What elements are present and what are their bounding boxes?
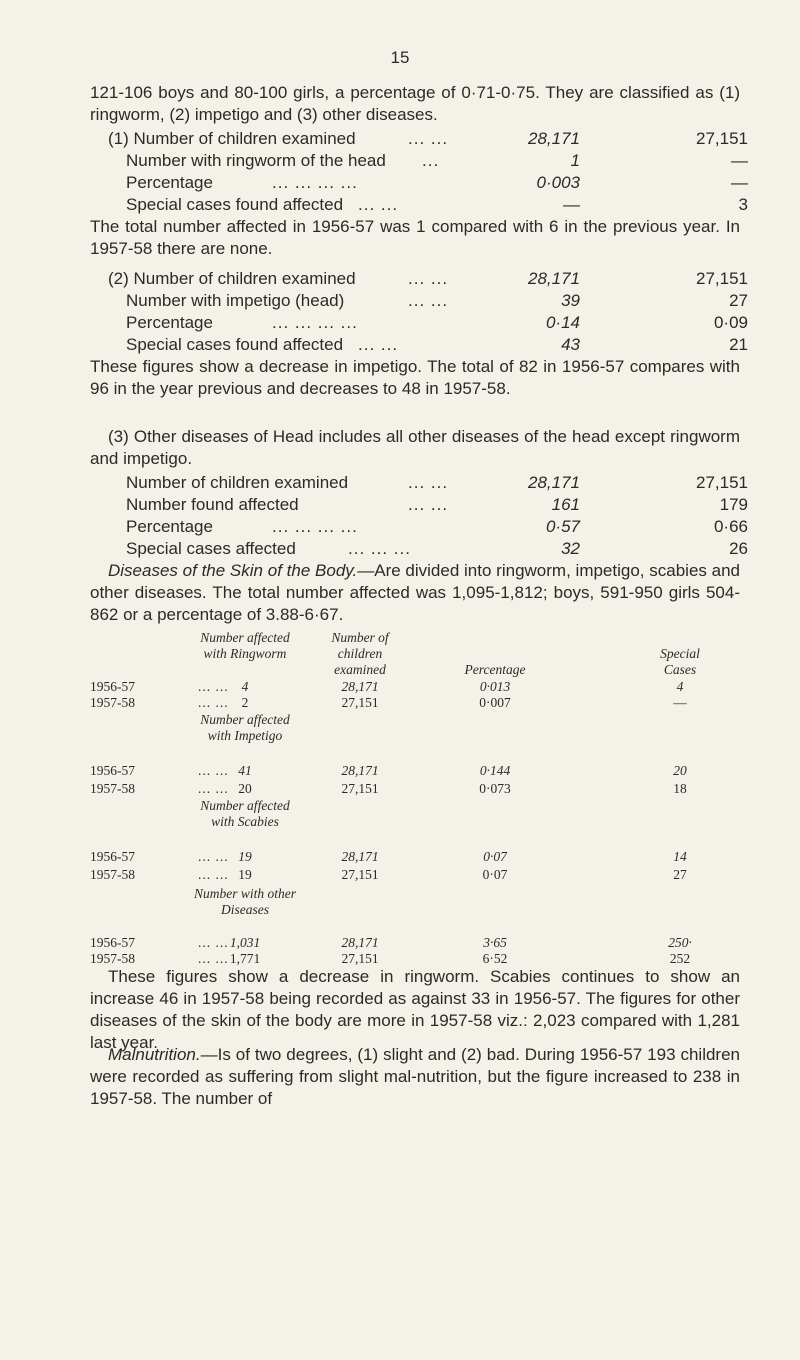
- header-other-diseases: Number with other Diseases: [193, 886, 296, 917]
- stat-row: [126, 494, 748, 516]
- affected-cell: 20: [238, 781, 252, 796]
- leader-dots: ... ...: [198, 935, 229, 950]
- section-heading: Malnutrition.: [108, 1045, 201, 1064]
- stat-label: Number with impetigo (head): [126, 291, 345, 310]
- skin-diseases-paragraph: [90, 560, 740, 626]
- table-row: [90, 780, 750, 797]
- examined-cell: 27,151: [341, 867, 379, 882]
- year-cell: 1956-57: [90, 935, 135, 950]
- stat-row: [126, 516, 748, 538]
- value-1957-58: 0·66: [713, 517, 748, 536]
- leader-dots: ... ...: [198, 695, 229, 710]
- leader-dots: ... ... ... ...: [272, 173, 358, 192]
- special-cell: 252: [669, 951, 691, 966]
- section-text: —Is of two degrees, (1) slight and (2) bad. During 1956-57 193 children were recorded as suffering from slight mal-nutrition, but the figure increased to 238 in 1957-58. The number of: [90, 1045, 740, 1108]
- affected-cell: 4: [241, 679, 249, 694]
- leader-dots: ... ...: [408, 495, 449, 514]
- year-cell: 1956-57: [90, 679, 135, 694]
- stat-row: [126, 472, 748, 494]
- value-1956-57: 39: [561, 291, 580, 310]
- stat-label: (2) Number of children examined: [108, 269, 356, 288]
- value-1956-57: 43: [561, 335, 580, 354]
- leader-dots: ... ...: [198, 867, 229, 882]
- ringworm-summary-paragraph: The total number affected in 1956-57 was 1 compared with 6 in the previous year. In 1957-58 there are none.: [90, 217, 740, 258]
- affected-cell: 1,031: [229, 935, 261, 950]
- stat-row: [126, 312, 748, 334]
- section-text: —Are divided into ringworm, impetigo, scabies and other diseases. The total number affected was 1,095-1,812; boys, 591-950 girls 504-862 or a percentage of 3.88-6·67.: [90, 561, 740, 624]
- header-special: Special Cases: [660, 646, 700, 677]
- stat-label: Percentage: [126, 173, 213, 192]
- special-cell: —: [673, 695, 687, 710]
- examined-cell: 27,151: [341, 781, 379, 796]
- percentage-cell: 3·65: [483, 935, 507, 950]
- value-1956-57: 1: [570, 151, 580, 170]
- special-cell: 14: [673, 849, 687, 864]
- value-1956-57: 0·14: [545, 313, 580, 332]
- leader-dots: ... ...: [198, 951, 229, 966]
- value-1956-57: 32: [561, 539, 580, 558]
- special-cell: 27: [673, 867, 687, 882]
- examined-cell: 28,171: [341, 679, 379, 694]
- special-cell: 250·: [668, 935, 692, 950]
- leader-dots: ... ...: [198, 679, 229, 694]
- leader-dots: ... ...: [408, 473, 449, 492]
- stat-label: Percentage: [126, 517, 213, 536]
- header-impetigo: Number affected with Impetigo: [200, 712, 290, 743]
- examined-cell: 28,171: [341, 763, 379, 778]
- leader-dots: ... ...: [198, 781, 229, 796]
- header-ringworm: Number affected with Ringworm: [200, 630, 290, 661]
- table-row: [90, 848, 750, 865]
- year-cell: 1956-57: [90, 763, 135, 778]
- stat-row: [126, 172, 748, 194]
- year-cell: 1957-58: [90, 867, 135, 882]
- leader-dots: ... ...: [358, 335, 399, 354]
- percentage-cell: 0·007: [479, 695, 511, 710]
- percentage-cell: 0·07: [482, 867, 508, 882]
- examined-cell: 28,171: [341, 935, 379, 950]
- table-row: [90, 950, 750, 967]
- leader-dots: ... ...: [408, 129, 449, 148]
- examined-cell: 27,151: [341, 695, 379, 710]
- value-1956-57: 28,171: [528, 473, 580, 492]
- value-1957-58: 26: [729, 539, 748, 558]
- special-cell: 20: [673, 763, 687, 778]
- leader-dots: ... ...: [408, 269, 449, 288]
- affected-cell: 2: [241, 695, 249, 710]
- conclusion-paragraph: These figures show a decrease in ringworm. Scabies continues to show an increase 46 in 1957-58 being recorded as against 33 in 1956-57. The figures for other diseases of the skin of the body are more in 1957-58 viz.: 2,023 compared with 1,281 last year.: [90, 967, 740, 1052]
- value-1957-58: 179: [719, 495, 748, 514]
- value-1957-58: 27,151: [696, 129, 748, 148]
- value-1956-57: —: [563, 195, 580, 214]
- stat-label: Special cases found affected: [126, 335, 344, 354]
- special-cell: 18: [673, 781, 687, 796]
- stat-row: [108, 128, 748, 150]
- stat-row: [126, 538, 748, 560]
- value-1957-58: 27,151: [696, 473, 748, 492]
- leader-dots: ... ... ...: [348, 539, 411, 558]
- value-1956-57: 0·003: [536, 173, 580, 192]
- value-1957-58: 27: [729, 291, 748, 310]
- percentage-cell: 6·52: [482, 951, 508, 966]
- stat-row: [126, 194, 748, 216]
- table-row: [90, 934, 750, 951]
- leader-dots: ... ...: [198, 763, 229, 778]
- header-scabies: Number affected with Scabies: [200, 798, 290, 829]
- year-cell: 1957-58: [90, 951, 135, 966]
- stat-label: Number of children examined: [126, 473, 349, 492]
- header-examined: Number of children examined: [331, 630, 389, 677]
- page-number: 15: [390, 48, 410, 67]
- table-row: [90, 678, 750, 695]
- other-diseases-paragraph: (3) Other diseases of Head includes all other diseases of the head except ringworm and impetigo.: [90, 427, 740, 468]
- value-1957-58: 21: [729, 335, 748, 354]
- stat-row: [126, 290, 748, 312]
- leader-dots: ... ... ... ...: [272, 313, 358, 332]
- header-percentage: Percentage: [464, 662, 526, 677]
- table-row: [90, 694, 750, 711]
- percentage-cell: 0·144: [479, 763, 511, 778]
- percentage-cell: 0·07: [483, 849, 507, 864]
- percentage-cell: 0·013: [479, 679, 511, 694]
- examined-cell: 27,151: [341, 951, 379, 966]
- section-heading: Diseases of the Skin of the Body.: [108, 561, 358, 580]
- affected-cell: 1,771: [229, 951, 261, 966]
- intro-paragraph: 121-106 boys and 80-100 girls, a percentage of 0·71-0·75. They are classified as (1) ringworm, (2) impetigo and (3) other diseases.: [90, 83, 740, 124]
- leader-dots: ... ...: [358, 195, 399, 214]
- stat-row: [108, 268, 748, 290]
- examined-cell: 28,171: [341, 849, 379, 864]
- stat-label: Number with ringworm of the head: [126, 151, 386, 170]
- malnutrition-paragraph: [90, 1044, 740, 1110]
- affected-cell: 19: [238, 849, 252, 864]
- leader-dots: ... ...: [408, 291, 449, 310]
- year-cell: 1957-58: [90, 695, 135, 710]
- special-cell: 4: [676, 679, 684, 694]
- value-1956-57: 161: [551, 495, 580, 514]
- percentage-cell: 0·073: [479, 781, 511, 796]
- stat-row: [126, 150, 748, 172]
- value-1956-57: 28,171: [528, 129, 580, 148]
- stat-label: Number found affected: [126, 495, 299, 514]
- table-row: [90, 762, 750, 779]
- stat-label: Special cases affected: [126, 539, 296, 558]
- stat-label: Percentage: [126, 313, 213, 332]
- year-cell: 1956-57: [90, 849, 135, 864]
- stat-row: [126, 334, 748, 356]
- stat-label: (1) Number of children examined: [108, 129, 356, 148]
- value-1957-58: —: [731, 151, 748, 170]
- impetigo-summary-paragraph: These figures show a decrease in impetigo. The total of 82 in 1956-57 compares with 96 in the year previous and decreases to 48 in 1957-58.: [90, 357, 740, 398]
- affected-cell: 41: [238, 763, 252, 778]
- value-1956-57: 0·57: [545, 517, 580, 536]
- leader-dots: ... ... ... ...: [272, 517, 358, 536]
- value-1957-58: 0·09: [713, 313, 748, 332]
- leader-dots: ... ...: [198, 849, 229, 864]
- year-cell: 1957-58: [90, 781, 135, 796]
- leader-dots: ...: [422, 151, 440, 170]
- value-1957-58: 27,151: [696, 269, 748, 288]
- value-1957-58: —: [731, 173, 748, 192]
- value-1957-58: 3: [738, 195, 748, 214]
- table-row: [90, 866, 750, 883]
- affected-cell: 19: [238, 867, 252, 882]
- stat-label: Special cases found affected: [126, 195, 344, 214]
- value-1956-57: 28,171: [528, 269, 580, 288]
